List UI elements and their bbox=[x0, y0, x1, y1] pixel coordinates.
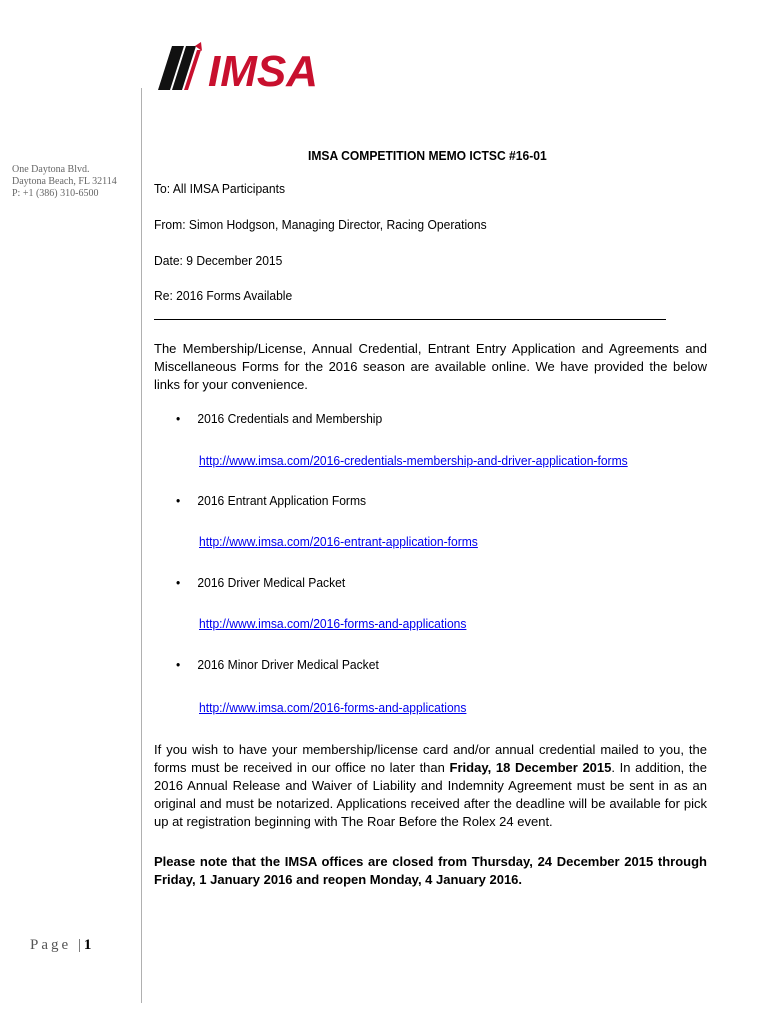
address-line: Daytona Beach, FL 32114 bbox=[12, 176, 117, 187]
page-label: Page | bbox=[30, 937, 84, 953]
item-label: 2016 Entrant Application Forms bbox=[197, 493, 367, 508]
item-label: 2016 Minor Driver Medical Packet bbox=[197, 657, 379, 672]
entrant-forms-link[interactable]: http://www.imsa.com/2016-entrant-application-forms bbox=[199, 534, 478, 549]
medical-packet-link[interactable]: http://www.imsa.com/2016-forms-and-applications bbox=[199, 616, 467, 631]
deadline-date: Friday, 18 December 2015 bbox=[449, 760, 612, 775]
minor-medical-packet-link[interactable]: http://www.imsa.com/2016-forms-and-applications bbox=[199, 700, 467, 715]
page-footer bbox=[30, 937, 94, 954]
bullet-icon: • bbox=[176, 411, 181, 426]
list-item bbox=[176, 493, 366, 508]
bullet-icon: • bbox=[176, 493, 181, 508]
bullet-icon: • bbox=[176, 657, 181, 672]
memo-title: IMSA COMPETITION MEMO ICTSC #16-01 bbox=[308, 148, 547, 163]
memo-date: Date: 9 December 2015 bbox=[154, 253, 283, 268]
memo-subject: Re: 2016 Forms Available bbox=[154, 288, 293, 303]
header-divider bbox=[154, 319, 666, 320]
address-phone: P: +1 (386) 310-6500 bbox=[12, 188, 99, 199]
mail-paragraph bbox=[154, 741, 707, 831]
closure-notice: Please note that the IMSA offices are closed from Thursday, 24 December 2015 through Friday, 1 January 2016 and reopen Monday, 4 January 2016. bbox=[154, 854, 707, 887]
memo-to: To: All IMSA Participants bbox=[154, 181, 286, 196]
bullet-icon: • bbox=[176, 575, 181, 590]
address-line: One Daytona Blvd. bbox=[12, 164, 90, 175]
imsa-logo bbox=[150, 42, 370, 94]
logo-wordmark: IMSA bbox=[208, 47, 318, 94]
office-address bbox=[12, 164, 117, 200]
item-label: 2016 Credentials and Membership bbox=[197, 411, 383, 426]
credentials-link[interactable]: http://www.imsa.com/2016-credentials-membership-and-driver-application-forms bbox=[199, 453, 628, 468]
list-item bbox=[176, 657, 379, 672]
list-item bbox=[176, 411, 382, 426]
page-number: 1 bbox=[83, 937, 95, 953]
mail-text: If you wish to have your membership/license card and/or annual credential mailed to you, the forms must be received in our office no later than bbox=[154, 742, 707, 775]
item-label: 2016 Driver Medical Packet bbox=[197, 575, 346, 590]
intro-paragraph: The Membership/License, Annual Credential, Entrant Entry Application and Agreements and Miscellaneous Forms for the 2016 season are available online. We have provided the below links for your convenience. bbox=[154, 341, 707, 392]
margin-rule bbox=[141, 88, 142, 1003]
list-item bbox=[176, 575, 345, 590]
memo-from: From: Simon Hodgson, Managing Director, Racing Operations bbox=[154, 217, 487, 232]
mail-text: . In addition, the 2016 Annual Release and Waiver of Liability and Indemnity Agreement must be sent in as an original and must be notarized. Applications received after the deadline will be available for pick up at registration beginning with The Roar Before the Rolex 24 event. bbox=[154, 760, 708, 829]
